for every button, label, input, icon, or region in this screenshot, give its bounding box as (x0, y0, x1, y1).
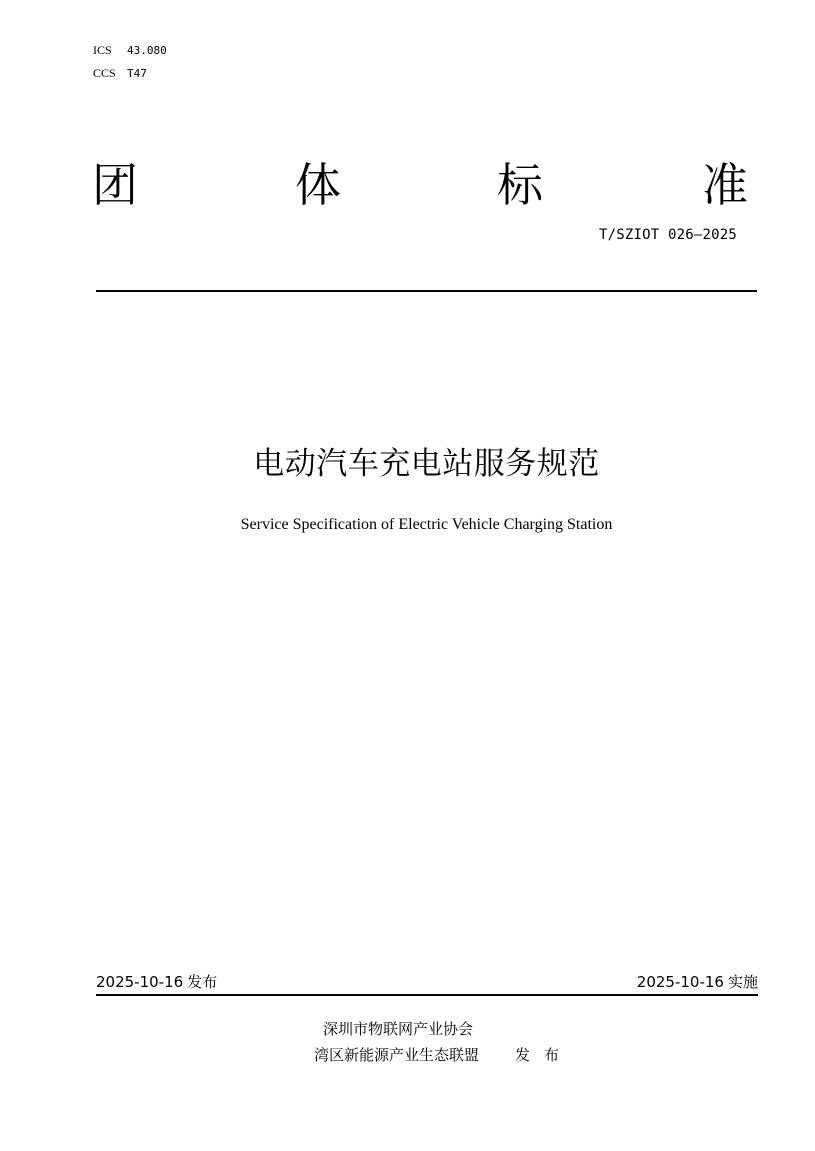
ccs-label: CCS (93, 66, 116, 80)
publisher-org-1: 深圳市物联网产业协会 (323, 1020, 474, 1038)
implement-date-group (637, 971, 758, 993)
ics-value: 43.080 (127, 44, 167, 57)
date-row (96, 971, 758, 993)
document-title-chinese: 电动汽车充电站服务规范 (253, 446, 600, 482)
standard-type-char: 准 (702, 158, 748, 212)
standard-type-char: 标 (497, 158, 543, 212)
publishers-block (314, 1016, 573, 1068)
publisher-line-2 (314, 1042, 573, 1068)
ics-label: ICS (93, 43, 112, 57)
implement-label: 实施 (727, 973, 758, 991)
standard-type-char: 体 (295, 158, 341, 212)
ics-row (93, 39, 167, 62)
standard-number: T/SZIOT 026—2025 (598, 227, 737, 243)
issue-date-group (96, 971, 217, 993)
ccs-row (93, 62, 167, 85)
classification-codes (93, 39, 167, 85)
standard-type-char: 团 (92, 158, 138, 212)
issue-label: 发布 (187, 973, 218, 991)
ccs-value: T47 (127, 67, 147, 80)
standard-type-heading (92, 153, 756, 217)
document-title-english: Service Specification of Electric Vehicle Charging Station (240, 516, 613, 533)
footer-divider (96, 994, 758, 996)
issue-date: 2025-10-16 (96, 973, 184, 991)
publisher-org-2: 湾区新能源产业生态联盟 (314, 1046, 480, 1064)
header-divider (96, 290, 757, 292)
publish-action: 发布 (515, 1046, 574, 1064)
implement-date: 2025-10-16 (636, 973, 724, 991)
